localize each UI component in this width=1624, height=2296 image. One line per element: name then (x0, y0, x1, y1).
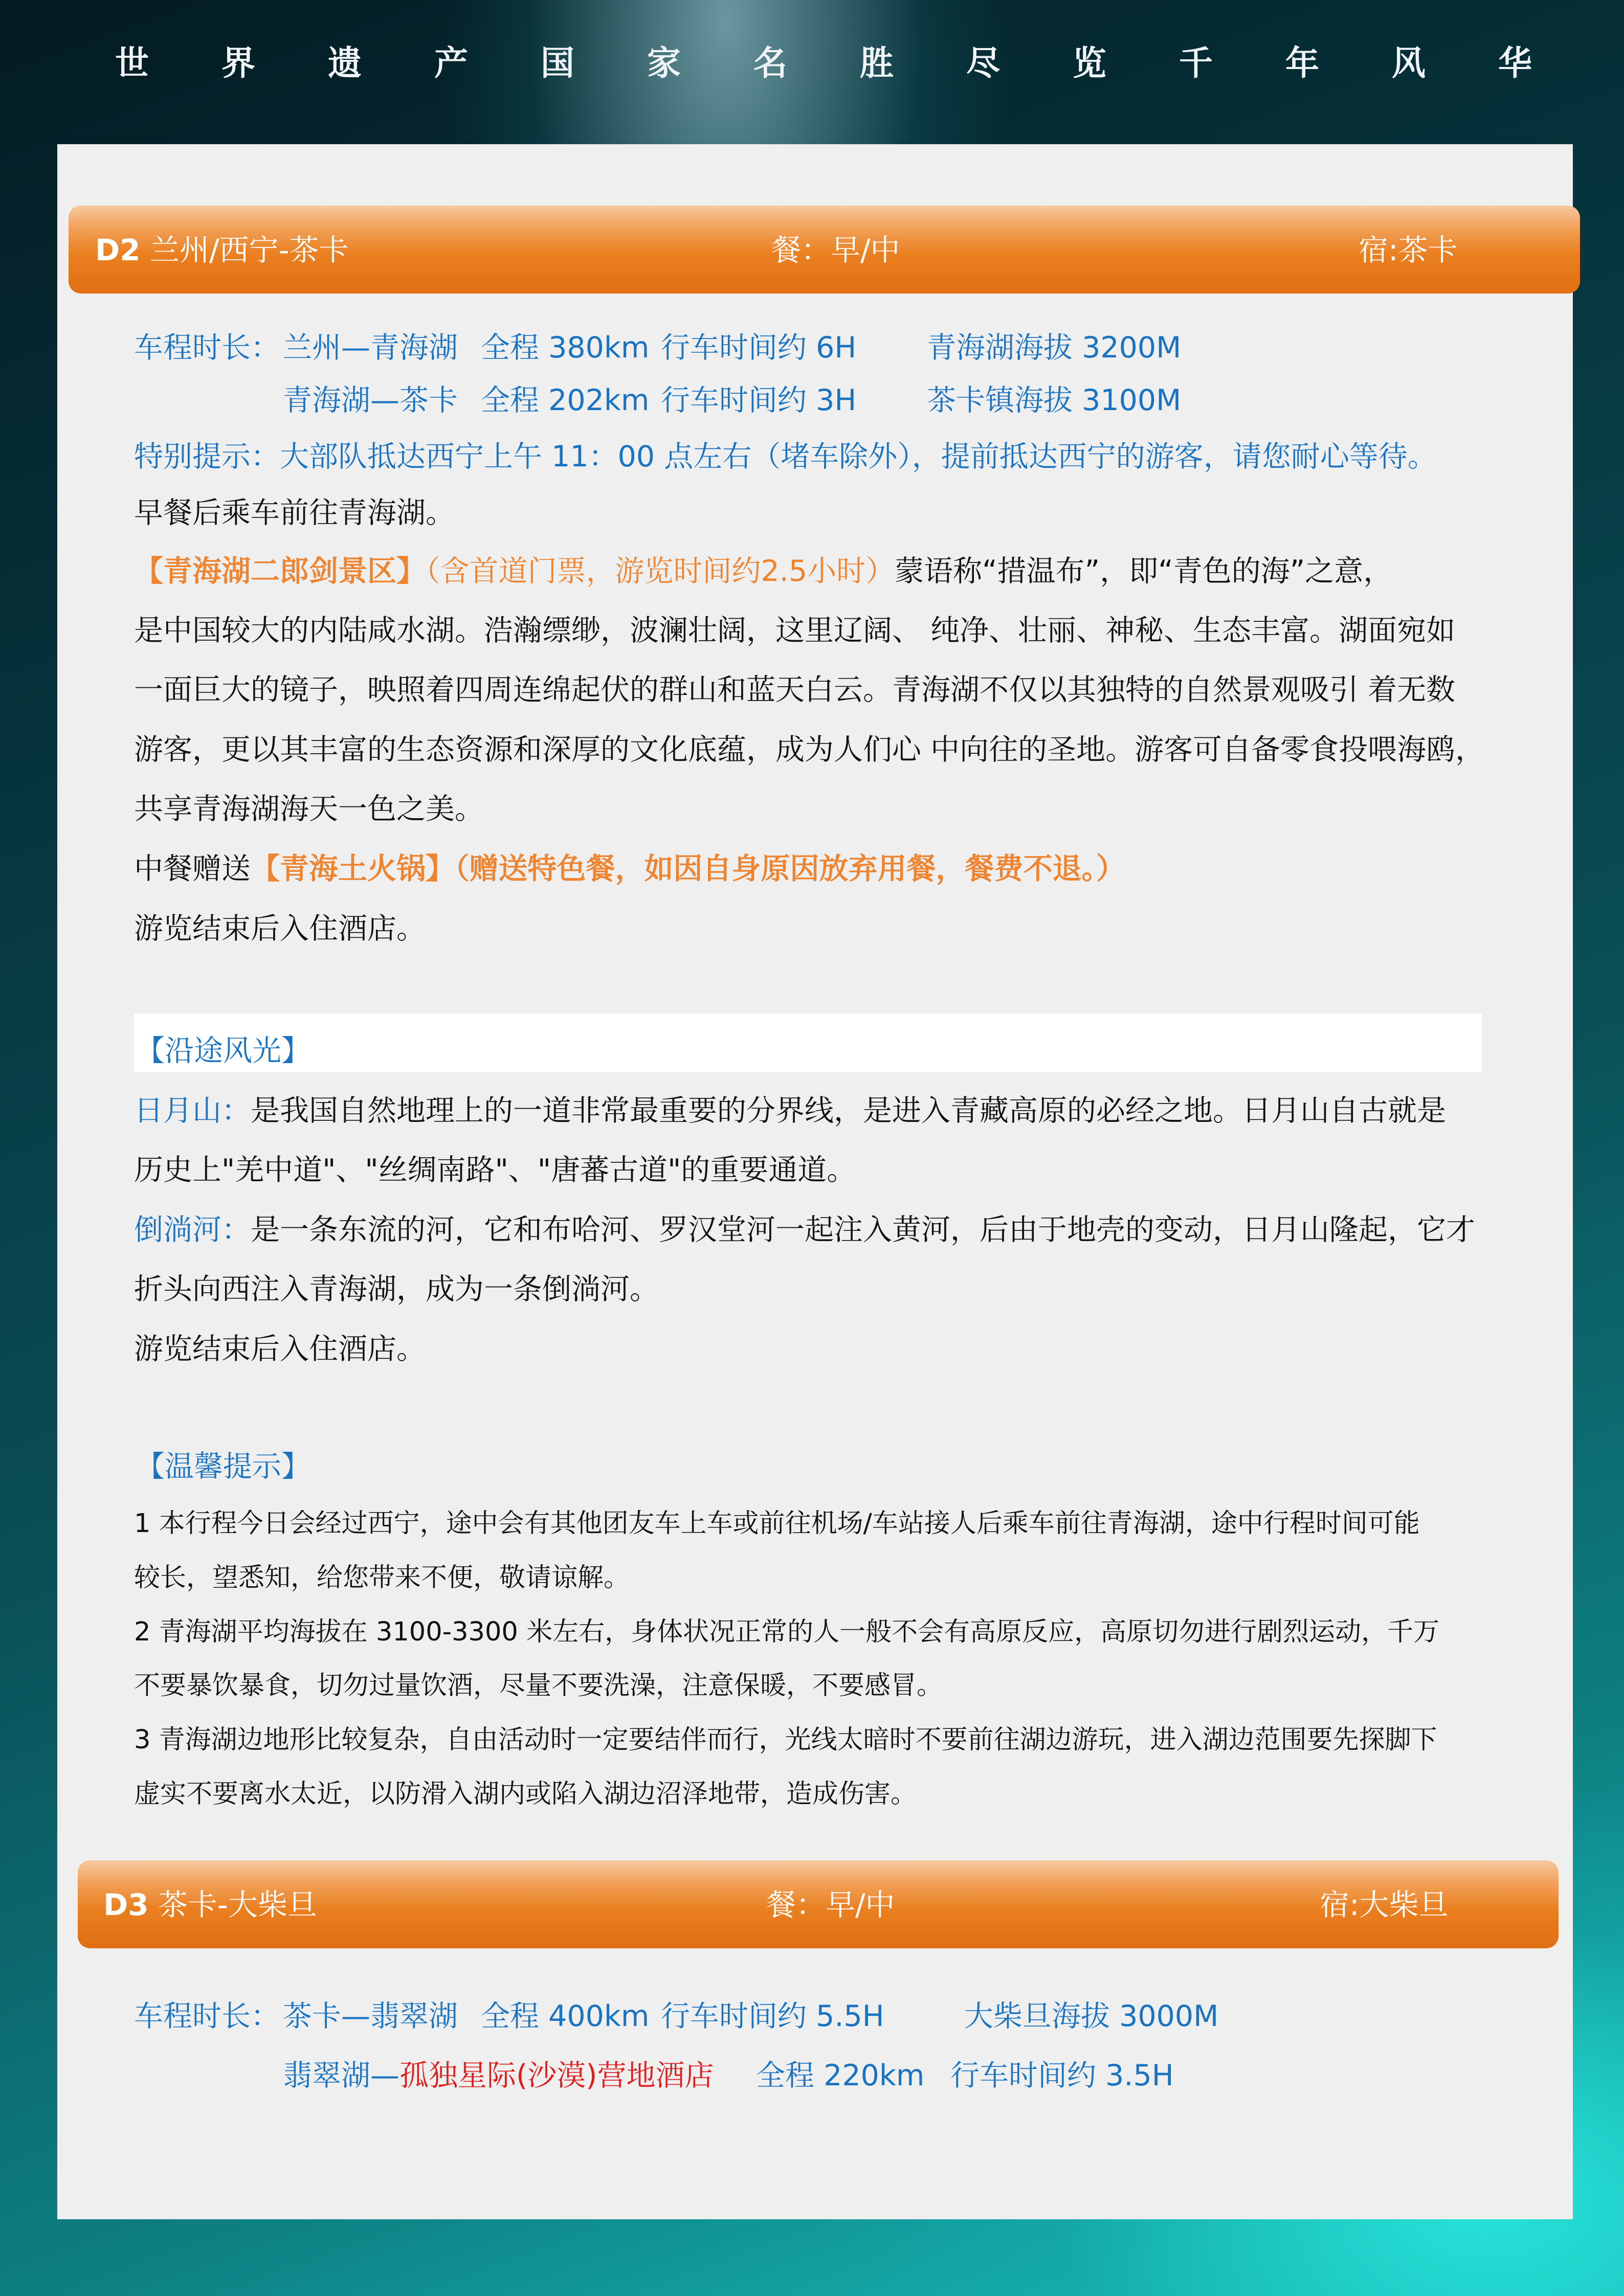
d2-drive-row2-altitude: 茶卡镇海拔 3100M (927, 384, 1182, 417)
scenery-item-riyue (134, 1090, 1446, 1131)
d2-notice-label: 特别提示： (134, 440, 280, 474)
banner-char: 千 (1179, 43, 1213, 83)
banner-char: 家 (647, 43, 681, 83)
banner-char: 产 (434, 43, 468, 83)
day2-route: 兰州/西宁-茶卡 (149, 232, 349, 267)
d2-lake-line: 是中国较大的内陆咸水湖。浩瀚缥缈，波澜壮阔，这里辽阔、 纯净、壮丽、神秘、生态丰富。湖面宛如 (134, 614, 1456, 647)
banner-char: 览 (1073, 43, 1106, 83)
d2-end-text: 游览结束后入住酒店。 (134, 1332, 426, 1366)
day2-stay: 宿:茶卡 (1359, 232, 1458, 267)
d2-drive-row1-route: 兰州—青海湖 (283, 331, 458, 365)
d2-lunch (134, 848, 1125, 889)
d3-drive-row1-altitude: 大柴旦海拔 3000M (964, 1999, 1219, 2033)
d2-end-text: 游览结束后入住酒店。 (134, 912, 426, 946)
d3-drive-label: 车程时长： (134, 1999, 280, 2033)
day2-meal: 餐：早/中 (771, 232, 900, 267)
d2-lunch-prefix: 中餐赠送 (134, 852, 251, 886)
d2-notice-text: 大部队抵达西宁上午 11：00 点左右（堵车除外），提前抵达西宁的游客，请您耐心等待。 (280, 440, 1437, 474)
banner-char: 尽 (966, 43, 1000, 83)
d3-drive-row1-time: 行车时间约 5.5H (661, 1999, 884, 2033)
d2-lake-line: 共享青海湖海天一色之美。 (134, 792, 484, 826)
day3-header-bar (78, 1860, 1559, 1948)
d2-drive-row1-distance: 全程 380km (481, 331, 650, 365)
tips-line: 不要暴饮暴食，切勿过量饮酒，尽量不要洗澡，注意保暖，不要感冒。 (134, 1671, 943, 1701)
day2-title (95, 226, 348, 269)
scenery-item-text: 历史上"羌中道"、"丝绸南路"、"唐蕃古道"的重要通道。 (134, 1153, 856, 1187)
scenery-item-text: 是我国自然地理上的一道非常最重要的分界线，是进入青藏高原的必经之地。日月山自古就是 (251, 1094, 1446, 1128)
d2-lake-line: 游客，更以其丰富的生态资源和深厚的文化底蕴，成为人们心 中向往的圣地。游客可自备零食投喂海鸥， (134, 733, 1485, 767)
banner-char: 风 (1392, 43, 1426, 83)
scenery-item-label: 日月山： (134, 1094, 251, 1128)
tips-line: 3 青海湖边地形比较复杂，自由活动时一定要结伴而行，光线太暗时不要前往湖边游玩，进入湖边范围要先探脚下 (134, 1725, 1437, 1755)
d2-lake-first-line (134, 551, 1392, 592)
d2-drive-row1-time: 行车时间约 6H (661, 331, 857, 365)
banner-char: 世 (115, 43, 149, 83)
tips-line: 1 本行程今日会经过西宁，途中会有其他团友车上车或前往机场/车站接人后乘车前往青海湖，途中行程时间可能 (134, 1509, 1420, 1539)
day3-route: 茶卡-大柴旦 (158, 1887, 317, 1922)
d2-lake-note: （含首道门票，游览时间约2.5小时） (426, 554, 895, 588)
tips-line: 较长，望悉知，给您带来不便，敬请谅解。 (134, 1563, 630, 1593)
d2-lake-line: 蒙语称“措温布”，即“青色的海”之意， (895, 554, 1393, 588)
tips-line: 虚实不要离水太近，以防滑入湖内或陷入湖边沼泽地带，造成伤害。 (134, 1779, 917, 1809)
day2-header-bar (69, 206, 1580, 294)
tips-heading: 【温馨提示】 (136, 1450, 310, 1483)
d2-drive-row1-altitude: 青海湖海拔 3200M (927, 331, 1182, 365)
d2-morning: 早餐后乘车前往青海湖。 (134, 496, 455, 530)
banner-char: 界 (221, 43, 255, 83)
scenery-item-text: 是一条东流的河，它和布哈河、罗汉堂河一起注入黄河，后由于地壳的变动，日月山隆起，它才 (251, 1213, 1475, 1247)
scenery-heading: 【沿途风光】 (136, 1034, 310, 1068)
d2-drive-row2-route: 青海湖—茶卡 (283, 384, 458, 417)
scenery-item-text: 折头向西注入青海湖，成为一条倒淌河。 (134, 1272, 659, 1306)
d2-drive-label: 车程时长： (134, 331, 280, 365)
d3-drive-row2 (283, 2055, 714, 2096)
day2-code: D2 (95, 232, 141, 267)
banner-char: 遗 (328, 43, 362, 83)
day3-meal: 餐：早/中 (766, 1887, 895, 1922)
banner-char: 国 (541, 43, 574, 83)
d2-lake-line: 一面巨大的镜子，映照着四周连绵起伏的群山和蓝天白云。青海湖不仅以其独特的自然景观吸引 着无数 (134, 673, 1456, 707)
scenery-heading-band (134, 1014, 1482, 1072)
d3-drive-row1-distance: 全程 400km (481, 1999, 650, 2033)
scenery-item-daotang (134, 1209, 1475, 1250)
scenery-item-label: 倒淌河： (134, 1213, 251, 1247)
d3-hotel-name: 孤独星际(沙漠)营地酒店 (399, 2059, 714, 2092)
d3-drive-row2-distance: 全程 220km (756, 2059, 925, 2092)
d3-drive-row2-time: 行车时间约 3.5H (950, 2059, 1174, 2092)
d2-lake-name: 【青海湖二郎剑景区】 (134, 554, 426, 588)
day3-title (103, 1881, 317, 1924)
day3-code: D3 (103, 1887, 149, 1922)
d2-drive-row2-time: 行车时间约 3H (661, 384, 857, 417)
d3-drive-row2-route-start: 翡翠湖— (283, 2059, 399, 2092)
day3-stay: 宿:大柴旦 (1320, 1887, 1449, 1922)
banner-char: 年 (1285, 43, 1319, 83)
banner-char: 华 (1498, 43, 1532, 83)
banner-char: 胜 (860, 43, 894, 83)
top-banner (0, 0, 1624, 120)
banner-char: 名 (753, 43, 787, 83)
d2-notice (134, 436, 1437, 477)
d3-drive-row1-route: 茶卡—翡翠湖 (283, 1999, 458, 2033)
d2-lunch-highlight: 【青海土火锅】（赠送特色餐，如因自身原因放弃用餐，餐费不退。） (251, 852, 1125, 886)
d2-drive-row2-distance: 全程 202km (481, 384, 650, 417)
tips-line: 2 青海湖平均海拔在 3100-3300 米左右，身体状况正常的人一般不会有高原反应，高原切勿进行剧烈运动，千万 (134, 1617, 1440, 1647)
